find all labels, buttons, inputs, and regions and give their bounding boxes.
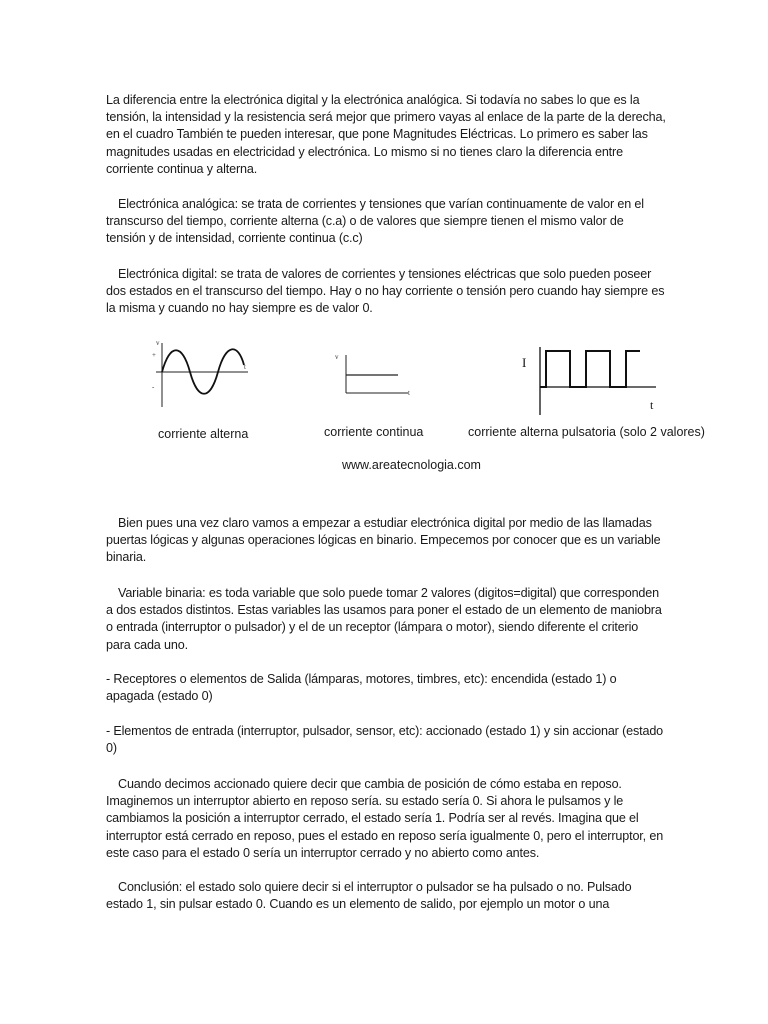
caption-alterna: corriente alterna bbox=[158, 427, 249, 441]
paragraph-accionado: Cuando decimos accionado quiere decir que cambia de posición de cómo estaba en reposo. Imaginemos un interruptor abierto en reposo sería. su estado sería 0. Si ahora le pulsamos y le cambiamos la posición a interruptor cerrado, el estado sería 1. Podría ser al revés. Imagina que el interruptor está cerrado en reposo, pues el estado en reposo sería igualmente 0, pero el interruptor, en este caso para el estado 0 sería un interruptor cerrado y no abierto como antes. bbox=[106, 777, 664, 860]
waveform-figure bbox=[140, 335, 740, 485]
paragraph-elementos-entrada: - Elementos de entrada (interruptor, pulsador, sensor, etc): accionado (estado 1) y sin accionar (estado 0) bbox=[106, 724, 664, 756]
paragraph-digital: Electrónica digital: se trata de valores de corrientes y tensiones eléctricas que solo pueden poseer dos estados en el transcurso del tiempo. Hay o no hay corriente o tensión pero cuando hay siempre es la misma y cuando no hay siempre es de valor 0. bbox=[106, 267, 665, 316]
paragraph-intro: La diferencia entre la electrónica digital y la electrónica analógica. Si todavía no sabes lo que es la tensión, la intensidad y la resistencia será mejor que primero vayas al enlace de la parte de la derecha, en el cuadro También te pueden interesar, que pone Magnitudes Eléctricas. Lo primero es saber las magnitudes usadas en electricidad y electrónica. Lo mismo si no tienes claro la diferencia entre corriente continua y alterna. bbox=[106, 93, 666, 176]
continua-x-label: t bbox=[408, 389, 410, 397]
alterna-diagram bbox=[152, 339, 248, 407]
paragraph-receptores: - Receptores o elementos de Salida (lámparas, motores, timbres, etc): encendida (estado 1) o apagada (estado 0) bbox=[106, 672, 617, 704]
continua-y-label: v bbox=[335, 353, 339, 361]
alterna-minus-mark: - bbox=[152, 383, 155, 391]
pulsatoria-x-label: t bbox=[650, 398, 654, 412]
caption-continua: corriente continua bbox=[324, 425, 424, 439]
pulsatoria-y-label: I bbox=[522, 355, 527, 370]
paragraph-conclusion: Conclusión: el estado solo quiere decir si el interruptor o pulsador se ha pulsado o no. Pulsado estado 1, sin pulsar estado 0. Cuando es un elemento de salido, por ejemplo un motor o una bbox=[106, 880, 632, 912]
paragraph-variable-binaria: Variable binaria: es toda variable que solo puede tomar 2 valores (digitos=digital) que corresponden a dos estados distintos. Estas variables las usamos para poner el estado de un elemento de maniobra o entrada (interruptor o pulsador) y el de un receptor (lámpara o motor), siendo diferente el criterio para cada uno. bbox=[106, 586, 662, 652]
alterna-x-label: t bbox=[244, 363, 246, 371]
caption-pulsatoria: corriente alterna pulsatoria (solo 2 valores) bbox=[468, 425, 705, 439]
pulsatoria-square-wave bbox=[540, 351, 640, 387]
paragraph-puertas-logicas: Bien pues una vez claro vamos a empezar a estudiar electrónica digital por medio de las llamadas puertas lógicas y algunas operaciones lógicas en binario. Empecemos por conocer que es un variable binaria. bbox=[106, 516, 661, 565]
alterna-plus-mark: + bbox=[152, 351, 156, 359]
continua-diagram bbox=[335, 353, 410, 397]
paragraph-analogica: Electrónica analógica: se trata de corrientes y tensiones que varían continuamente de valor en el transcurso del tiempo, corriente alterna (c.a) o de valores que siempre tienen el mismo valor de tensión y de intensidad, corriente continua (c.c) bbox=[106, 197, 644, 246]
pulsatoria-diagram bbox=[522, 347, 656, 415]
alterna-y-label: v bbox=[156, 339, 160, 347]
website-credit: www.areatecnologia.com bbox=[342, 458, 481, 472]
